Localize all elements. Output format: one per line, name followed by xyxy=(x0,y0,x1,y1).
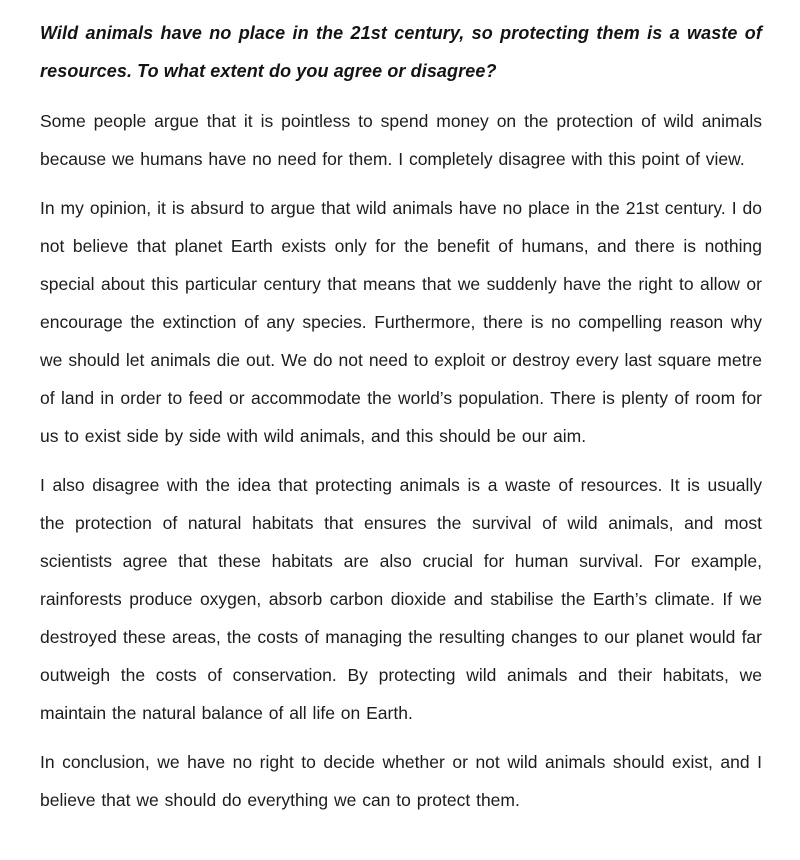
essay-question-title: Wild animals have no place in the 21st century, so protecting them is a waste of resources. To what extent do you agree or disagree? xyxy=(40,23,762,81)
essay-paragraph-introduction: Some people argue that it is pointless to spend money on the protection of wild animals because we humans have no need for them. I completely disagree with this point of view. xyxy=(40,111,762,169)
essay-paragraph-body-1: In my opinion, it is absurd to argue that wild animals have no place in the 21st century. I do not believe that planet Earth exists only for the benefit of humans, and there is nothing special about this particular century that means that we suddenly have the right to allow or encourage the extinction of any species. Furthermore, there is no compelling reason why we should let animals die out. We do not need to exploit or destroy every last square metre of land in order to feed or accommodate the world’s population. There is plenty of room for us to exist side by side with wild animals, and this should be our aim. xyxy=(40,198,762,446)
essay-paragraph-body-2: I also disagree with the idea that protecting animals is a waste of resources. It is usually the protection of natural habitats that ensures the survival of wild animals, and most scientists agree that these habitats are also crucial for human survival. For example, rainforests produce oxygen, absorb carbon dioxide and stabilise the Earth’s climate. If we destroyed these areas, the costs of managing the resulting changes to our planet would far outweigh the costs of conservation. By protecting wild animals and their habitats, we maintain the natural balance of all life on Earth. xyxy=(40,475,762,723)
essay-paragraph-conclusion: In conclusion, we have no right to decide whether or not wild animals should exist, and I believe that we should do everything we can to protect them. xyxy=(40,752,762,810)
